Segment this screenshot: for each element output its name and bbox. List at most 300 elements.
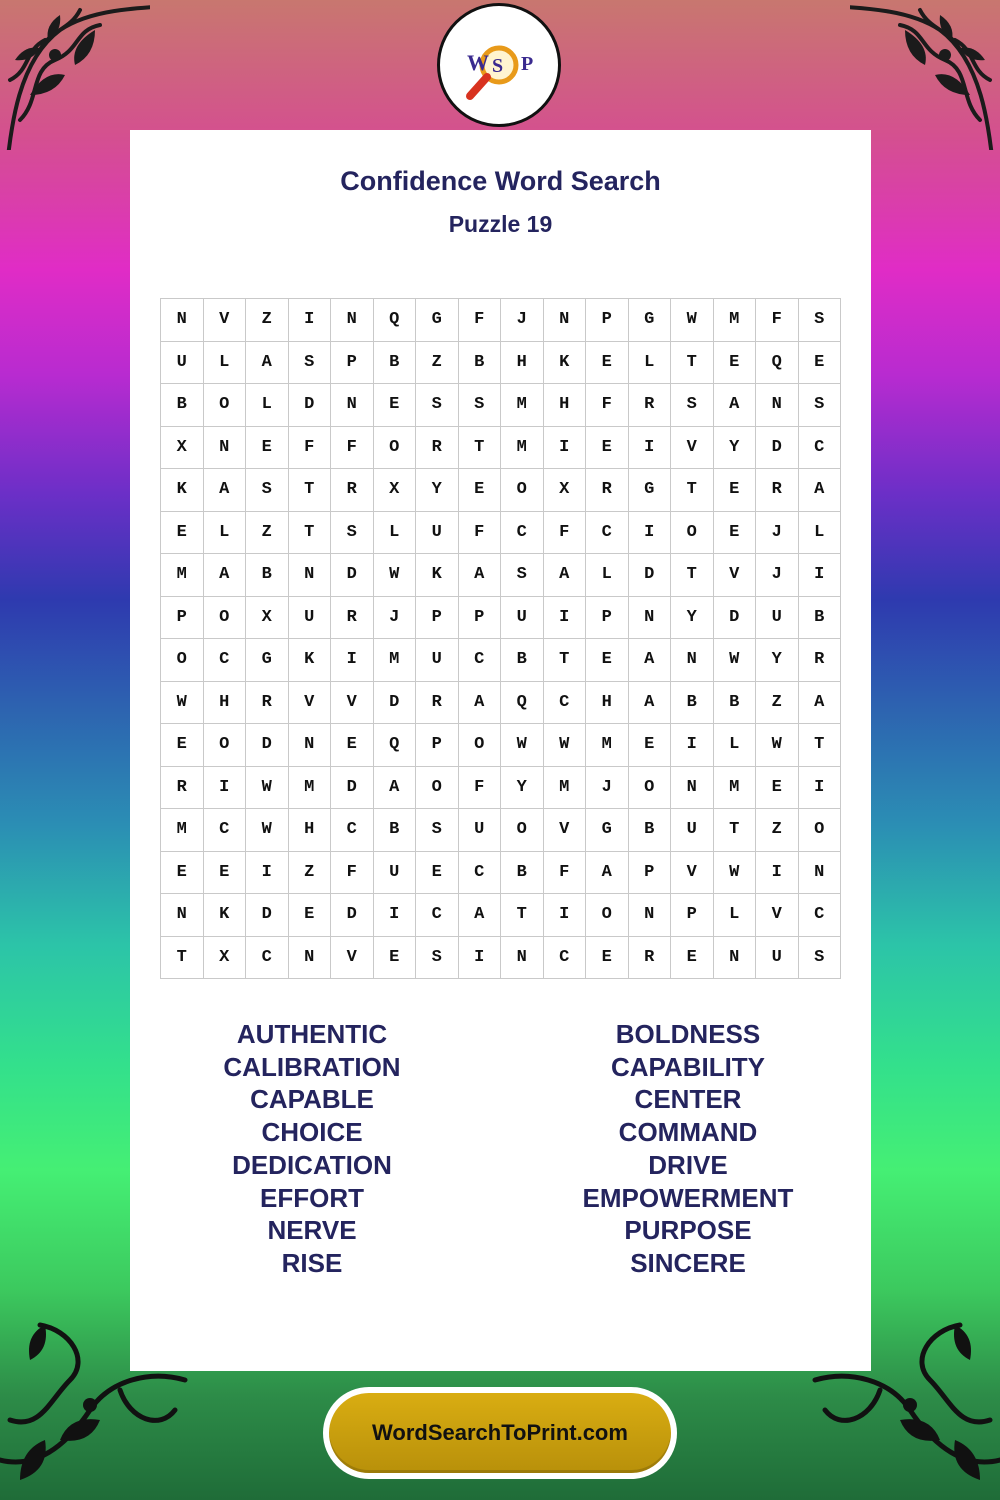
grid-cell[interactable]: C <box>586 511 629 554</box>
word-item: CALIBRATION <box>223 1051 401 1082</box>
grid-cell[interactable]: U <box>756 596 799 639</box>
grid-cell[interactable]: M <box>373 639 416 682</box>
grid-cell[interactable]: D <box>756 426 799 469</box>
grid-cell[interactable]: U <box>756 936 799 979</box>
grid-cell[interactable]: J <box>501 299 544 342</box>
grid-cell[interactable]: I <box>458 936 501 979</box>
grid-cell[interactable]: J <box>756 511 799 554</box>
grid-row <box>161 724 841 767</box>
grid-cell[interactable]: M <box>501 426 544 469</box>
grid-cell[interactable]: I <box>373 894 416 937</box>
site-link-button[interactable] <box>323 1387 677 1479</box>
grid-cell[interactable]: O <box>501 469 544 512</box>
grid-cell[interactable]: R <box>161 766 204 809</box>
grid-cell[interactable]: O <box>161 639 204 682</box>
grid-cell[interactable]: A <box>246 341 289 384</box>
grid-cell[interactable]: B <box>501 639 544 682</box>
grid-cell[interactable]: H <box>586 681 629 724</box>
grid-cell[interactable]: D <box>331 894 374 937</box>
grid-row <box>161 809 841 852</box>
corner-flourish-top-left <box>0 0 150 150</box>
grid-row <box>161 299 841 342</box>
grid-cell[interactable]: T <box>161 936 204 979</box>
grid-cell[interactable]: Q <box>373 724 416 767</box>
grid-cell[interactable]: N <box>543 299 586 342</box>
grid-cell[interactable]: T <box>671 554 714 597</box>
grid-cell[interactable]: N <box>288 554 331 597</box>
grid-cell[interactable]: B <box>373 809 416 852</box>
grid-row <box>161 341 841 384</box>
grid-cell[interactable]: R <box>628 936 671 979</box>
grid-cell[interactable]: U <box>671 809 714 852</box>
grid-cell[interactable]: M <box>161 809 204 852</box>
grid-cell[interactable]: A <box>798 469 841 512</box>
grid-cell[interactable]: N <box>713 936 756 979</box>
grid-cell[interactable]: O <box>203 596 246 639</box>
grid-cell[interactable]: A <box>543 554 586 597</box>
word-item: AUTHENTIC <box>236 1019 388 1049</box>
grid-cell[interactable]: F <box>458 766 501 809</box>
grid-cell[interactable]: M <box>161 554 204 597</box>
grid-cell[interactable]: R <box>416 426 459 469</box>
grid-cell[interactable]: E <box>586 426 629 469</box>
word-item: CAPABILITY <box>610 1051 766 1082</box>
grid-cell[interactable]: N <box>288 724 331 767</box>
grid-cell[interactable]: A <box>628 639 671 682</box>
grid-cell[interactable]: T <box>288 469 331 512</box>
grid-cell[interactable]: D <box>331 554 374 597</box>
grid-cell[interactable]: E <box>713 511 756 554</box>
grid-cell[interactable]: H <box>203 681 246 724</box>
grid-cell[interactable]: B <box>246 554 289 597</box>
grid-cell[interactable]: N <box>331 299 374 342</box>
grid-cell[interactable]: V <box>331 936 374 979</box>
grid-cell[interactable]: E <box>161 724 204 767</box>
grid-cell[interactable]: N <box>161 894 204 937</box>
grid-cell[interactable]: R <box>628 384 671 427</box>
grid-cell[interactable]: S <box>416 936 459 979</box>
grid-cell[interactable]: E <box>458 469 501 512</box>
grid-cell[interactable]: A <box>203 469 246 512</box>
word-item: CHOICE <box>261 1117 363 1148</box>
grid-cell[interactable]: A <box>203 554 246 597</box>
word-item: NERVE <box>267 1215 357 1246</box>
grid-cell[interactable]: I <box>756 851 799 894</box>
grid-cell[interactable]: O <box>373 426 416 469</box>
grid-cell[interactable]: E <box>161 851 204 894</box>
grid-cell[interactable]: L <box>713 894 756 937</box>
grid-cell[interactable]: T <box>501 894 544 937</box>
grid-cell[interactable]: X <box>203 936 246 979</box>
grid-cell[interactable]: C <box>798 894 841 937</box>
grid-cell[interactable]: J <box>756 554 799 597</box>
grid-cell[interactable]: J <box>373 596 416 639</box>
grid-cell[interactable]: Y <box>671 596 714 639</box>
grid-cell[interactable]: D <box>713 596 756 639</box>
grid-cell[interactable]: N <box>671 639 714 682</box>
letter-grid <box>160 298 841 979</box>
grid-cell[interactable]: U <box>288 596 331 639</box>
grid-row <box>161 469 841 512</box>
grid-cell[interactable]: Z <box>416 341 459 384</box>
grid-cell[interactable]: W <box>671 299 714 342</box>
grid-cell[interactable]: G <box>586 809 629 852</box>
grid-cell[interactable]: G <box>246 639 289 682</box>
grid-cell[interactable]: O <box>501 809 544 852</box>
grid-cell[interactable]: T <box>543 639 586 682</box>
grid-cell[interactable]: B <box>628 809 671 852</box>
grid-cell[interactable]: N <box>756 384 799 427</box>
grid-cell[interactable]: V <box>671 426 714 469</box>
grid-cell[interactable]: I <box>203 766 246 809</box>
grid-cell[interactable]: F <box>543 511 586 554</box>
grid-cell[interactable]: P <box>331 341 374 384</box>
grid-cell[interactable]: M <box>501 384 544 427</box>
grid-cell[interactable]: C <box>798 426 841 469</box>
grid-cell[interactable]: G <box>628 299 671 342</box>
grid-cell[interactable]: V <box>543 809 586 852</box>
grid-cell[interactable]: T <box>671 341 714 384</box>
grid-cell[interactable]: N <box>331 384 374 427</box>
grid-row <box>161 554 841 597</box>
grid-cell[interactable]: K <box>416 554 459 597</box>
grid-cell[interactable]: O <box>798 809 841 852</box>
grid-cell[interactable]: L <box>373 511 416 554</box>
grid-cell[interactable]: E <box>628 724 671 767</box>
grid-cell[interactable]: G <box>628 469 671 512</box>
grid-cell[interactable]: F <box>458 511 501 554</box>
grid-cell[interactable]: W <box>756 724 799 767</box>
magnifier-icon <box>444 10 554 120</box>
grid-cell[interactable]: E <box>331 724 374 767</box>
grid-cell[interactable]: I <box>628 511 671 554</box>
grid-row <box>161 511 841 554</box>
grid-cell[interactable]: D <box>373 681 416 724</box>
grid-cell[interactable]: U <box>458 809 501 852</box>
grid-cell[interactable]: I <box>288 299 331 342</box>
grid-cell[interactable]: X <box>161 426 204 469</box>
grid-cell[interactable]: U <box>416 511 459 554</box>
grid-cell[interactable]: H <box>288 809 331 852</box>
grid-cell[interactable]: S <box>798 299 841 342</box>
grid-cell[interactable]: O <box>671 511 714 554</box>
grid-row <box>161 596 841 639</box>
grid-row <box>161 894 841 937</box>
grid-cell[interactable]: Q <box>501 681 544 724</box>
grid-cell[interactable]: T <box>798 724 841 767</box>
grid-cell[interactable]: H <box>501 341 544 384</box>
grid-cell[interactable]: W <box>501 724 544 767</box>
grid-cell[interactable]: T <box>713 809 756 852</box>
grid-cell[interactable]: R <box>416 681 459 724</box>
grid-cell[interactable]: Y <box>756 639 799 682</box>
grid-cell[interactable]: G <box>416 299 459 342</box>
grid-cell[interactable]: E <box>161 511 204 554</box>
grid-cell[interactable]: N <box>161 299 204 342</box>
word-item: BOLDNESS <box>615 1019 761 1049</box>
grid-row <box>161 639 841 682</box>
grid-cell[interactable]: X <box>373 469 416 512</box>
grid-cell[interactable]: E <box>373 384 416 427</box>
grid-cell[interactable]: S <box>331 511 374 554</box>
grid-cell[interactable]: M <box>586 724 629 767</box>
grid-cell[interactable]: L <box>713 724 756 767</box>
grid-cell[interactable]: E <box>713 341 756 384</box>
word-item: EFFORT <box>260 1182 364 1213</box>
grid-cell[interactable]: X <box>246 596 289 639</box>
word-item: DEDICATION <box>232 1149 392 1180</box>
grid-cell[interactable]: I <box>671 724 714 767</box>
grid-cell[interactable]: S <box>798 384 841 427</box>
word-item: EMPOWERMENT <box>582 1182 794 1213</box>
grid-cell[interactable]: Z <box>246 299 289 342</box>
grid-cell[interactable]: R <box>331 596 374 639</box>
grid-cell[interactable]: C <box>458 639 501 682</box>
grid-cell[interactable]: Q <box>756 341 799 384</box>
grid-cell[interactable]: D <box>246 724 289 767</box>
word-list-left <box>162 1018 462 1280</box>
grid-cell[interactable]: U <box>373 851 416 894</box>
grid-cell[interactable]: B <box>501 851 544 894</box>
grid-cell[interactable]: H <box>543 384 586 427</box>
grid-cell[interactable]: E <box>671 936 714 979</box>
grid-cell[interactable]: F <box>458 299 501 342</box>
grid-cell[interactable]: D <box>246 894 289 937</box>
grid-cell[interactable]: E <box>203 851 246 894</box>
grid-cell[interactable]: P <box>161 596 204 639</box>
grid-cell[interactable]: C <box>203 809 246 852</box>
grid-row <box>161 384 841 427</box>
grid-cell[interactable]: F <box>331 426 374 469</box>
grid-cell[interactable]: K <box>203 894 246 937</box>
grid-cell[interactable]: K <box>161 469 204 512</box>
grid-cell[interactable]: V <box>756 894 799 937</box>
grid-cell[interactable]: L <box>203 341 246 384</box>
grid-cell[interactable]: S <box>288 341 331 384</box>
grid-cell[interactable]: R <box>756 469 799 512</box>
grid-cell[interactable]: S <box>416 384 459 427</box>
grid-cell[interactable]: C <box>203 639 246 682</box>
logo-letter-s: S <box>492 55 504 77</box>
grid-cell[interactable]: A <box>586 851 629 894</box>
grid-cell[interactable]: E <box>586 341 629 384</box>
grid-cell[interactable]: X <box>543 469 586 512</box>
grid-cell[interactable]: A <box>798 681 841 724</box>
grid-cell[interactable]: I <box>543 596 586 639</box>
grid-cell[interactable]: F <box>288 426 331 469</box>
grid-cell[interactable]: L <box>246 384 289 427</box>
grid-cell[interactable]: R <box>586 469 629 512</box>
site-logo[interactable] <box>437 3 561 127</box>
grid-cell[interactable]: Q <box>373 299 416 342</box>
grid-cell[interactable]: C <box>543 936 586 979</box>
grid-cell[interactable]: I <box>246 851 289 894</box>
grid-cell[interactable]: V <box>671 851 714 894</box>
page-title: Confidence Word Search <box>340 166 661 196</box>
grid-cell[interactable]: O <box>628 766 671 809</box>
grid-cell[interactable]: N <box>628 596 671 639</box>
grid-cell[interactable]: B <box>373 341 416 384</box>
grid-row <box>161 936 841 979</box>
grid-cell[interactable]: W <box>713 639 756 682</box>
grid-cell[interactable]: O <box>203 384 246 427</box>
grid-cell[interactable]: P <box>671 894 714 937</box>
grid-cell[interactable]: M <box>713 299 756 342</box>
grid-cell[interactable]: O <box>416 766 459 809</box>
grid-cell[interactable]: B <box>671 681 714 724</box>
grid-cell[interactable]: B <box>798 596 841 639</box>
grid-cell[interactable]: V <box>288 681 331 724</box>
grid-cell[interactable]: Z <box>756 681 799 724</box>
grid-cell[interactable]: D <box>288 384 331 427</box>
site-link-label: WordSearchToPrint.com <box>329 1393 671 1473</box>
grid-cell[interactable]: I <box>798 766 841 809</box>
grid-cell[interactable]: I <box>331 639 374 682</box>
grid-cell[interactable]: L <box>586 554 629 597</box>
grid-cell[interactable]: P <box>416 596 459 639</box>
grid-cell[interactable]: E <box>756 766 799 809</box>
grid-cell[interactable]: W <box>713 851 756 894</box>
grid-cell[interactable]: M <box>543 766 586 809</box>
grid-cell[interactable]: N <box>798 851 841 894</box>
grid-cell[interactable]: J <box>586 766 629 809</box>
grid-cell[interactable]: N <box>671 766 714 809</box>
grid-cell[interactable]: N <box>203 426 246 469</box>
grid-cell[interactable]: C <box>246 936 289 979</box>
word-item: CENTER <box>634 1084 742 1115</box>
grid-cell[interactable]: A <box>373 766 416 809</box>
logo-letter-p: P <box>521 53 534 75</box>
grid-cell[interactable]: C <box>543 681 586 724</box>
grid-cell[interactable]: L <box>628 341 671 384</box>
grid-cell[interactable]: F <box>586 384 629 427</box>
grid-cell[interactable]: E <box>713 469 756 512</box>
grid-cell[interactable]: C <box>331 809 374 852</box>
puzzle-number: Puzzle 19 <box>448 211 553 237</box>
grid-cell[interactable]: O <box>458 724 501 767</box>
grid-cell[interactable]: Y <box>713 426 756 469</box>
grid-cell[interactable]: M <box>713 766 756 809</box>
grid-cell[interactable]: P <box>586 299 629 342</box>
grid-cell[interactable]: N <box>501 936 544 979</box>
word-list-right <box>538 1018 838 1280</box>
grid-cell[interactable]: I <box>798 554 841 597</box>
grid-cell[interactable]: W <box>161 681 204 724</box>
grid-cell[interactable]: F <box>756 299 799 342</box>
grid-cell[interactable]: Z <box>288 851 331 894</box>
grid-cell[interactable]: R <box>246 681 289 724</box>
grid-cell[interactable]: U <box>501 596 544 639</box>
grid-cell[interactable]: V <box>713 554 756 597</box>
grid-cell[interactable]: P <box>628 851 671 894</box>
grid-cell[interactable]: W <box>543 724 586 767</box>
grid-cell[interactable]: F <box>543 851 586 894</box>
puzzle-panel <box>130 130 871 1371</box>
grid-row <box>161 851 841 894</box>
grid-cell[interactable]: I <box>543 894 586 937</box>
grid-cell[interactable]: S <box>671 384 714 427</box>
grid-cell[interactable]: R <box>331 469 374 512</box>
grid-cell[interactable]: S <box>501 554 544 597</box>
grid-cell[interactable]: W <box>246 766 289 809</box>
grid-cell[interactable]: F <box>331 851 374 894</box>
word-item: DRIVE <box>648 1149 728 1180</box>
grid-cell[interactable]: S <box>458 384 501 427</box>
grid-cell[interactable]: K <box>288 639 331 682</box>
grid-cell[interactable]: I <box>543 426 586 469</box>
grid-cell[interactable]: Z <box>756 809 799 852</box>
word-item: PURPOSE <box>624 1215 752 1246</box>
grid-cell[interactable]: E <box>586 639 629 682</box>
grid-cell[interactable]: Z <box>246 511 289 554</box>
grid-cell[interactable]: A <box>628 681 671 724</box>
grid-cell[interactable]: R <box>798 639 841 682</box>
grid-cell[interactable]: A <box>458 894 501 937</box>
grid-cell[interactable]: I <box>628 426 671 469</box>
grid-cell[interactable]: U <box>416 639 459 682</box>
grid-cell[interactable]: E <box>798 341 841 384</box>
grid-cell[interactable]: P <box>586 596 629 639</box>
grid-cell[interactable]: E <box>373 936 416 979</box>
grid-cell[interactable]: K <box>543 341 586 384</box>
grid-cell[interactable]: T <box>458 426 501 469</box>
grid-cell[interactable]: B <box>458 341 501 384</box>
grid-cell[interactable]: Y <box>501 766 544 809</box>
grid-cell[interactable]: B <box>161 384 204 427</box>
word-item: CAPABLE <box>250 1084 374 1115</box>
grid-cell[interactable]: P <box>458 596 501 639</box>
word-item: COMMAND <box>618 1117 758 1148</box>
grid-cell[interactable]: A <box>713 384 756 427</box>
grid-cell[interactable]: C <box>458 851 501 894</box>
grid-cell[interactable]: S <box>246 469 289 512</box>
grid-cell[interactable]: E <box>416 851 459 894</box>
grid-cell[interactable]: A <box>458 681 501 724</box>
grid-cell[interactable]: D <box>331 766 374 809</box>
grid-cell[interactable]: L <box>203 511 246 554</box>
grid-cell[interactable]: W <box>246 809 289 852</box>
grid-cell[interactable]: D <box>628 554 671 597</box>
grid-cell[interactable]: E <box>288 894 331 937</box>
grid-cell[interactable]: T <box>288 511 331 554</box>
grid-cell[interactable]: N <box>628 894 671 937</box>
word-item: SINCERE <box>630 1247 746 1278</box>
grid-row <box>161 426 841 469</box>
word-item: RISE <box>281 1247 343 1278</box>
grid-cell[interactable]: L <box>798 511 841 554</box>
grid-cell[interactable]: U <box>161 341 204 384</box>
grid-cell[interactable]: N <box>288 936 331 979</box>
grid-cell[interactable]: O <box>586 894 629 937</box>
grid-cell[interactable]: C <box>501 511 544 554</box>
grid-row <box>161 766 841 809</box>
grid-cell[interactable]: A <box>458 554 501 597</box>
grid-cell[interactable]: Y <box>416 469 459 512</box>
grid-cell[interactable]: V <box>203 299 246 342</box>
grid-cell[interactable]: P <box>416 724 459 767</box>
grid-cell[interactable]: E <box>586 936 629 979</box>
grid-cell[interactable]: M <box>288 766 331 809</box>
grid-cell[interactable]: W <box>373 554 416 597</box>
grid-cell[interactable]: S <box>798 936 841 979</box>
grid-cell[interactable]: C <box>416 894 459 937</box>
grid-cell[interactable]: O <box>203 724 246 767</box>
grid-cell[interactable]: V <box>331 681 374 724</box>
grid-cell[interactable]: S <box>416 809 459 852</box>
grid-cell[interactable]: B <box>713 681 756 724</box>
grid-cell[interactable]: T <box>671 469 714 512</box>
grid-cell[interactable]: E <box>246 426 289 469</box>
